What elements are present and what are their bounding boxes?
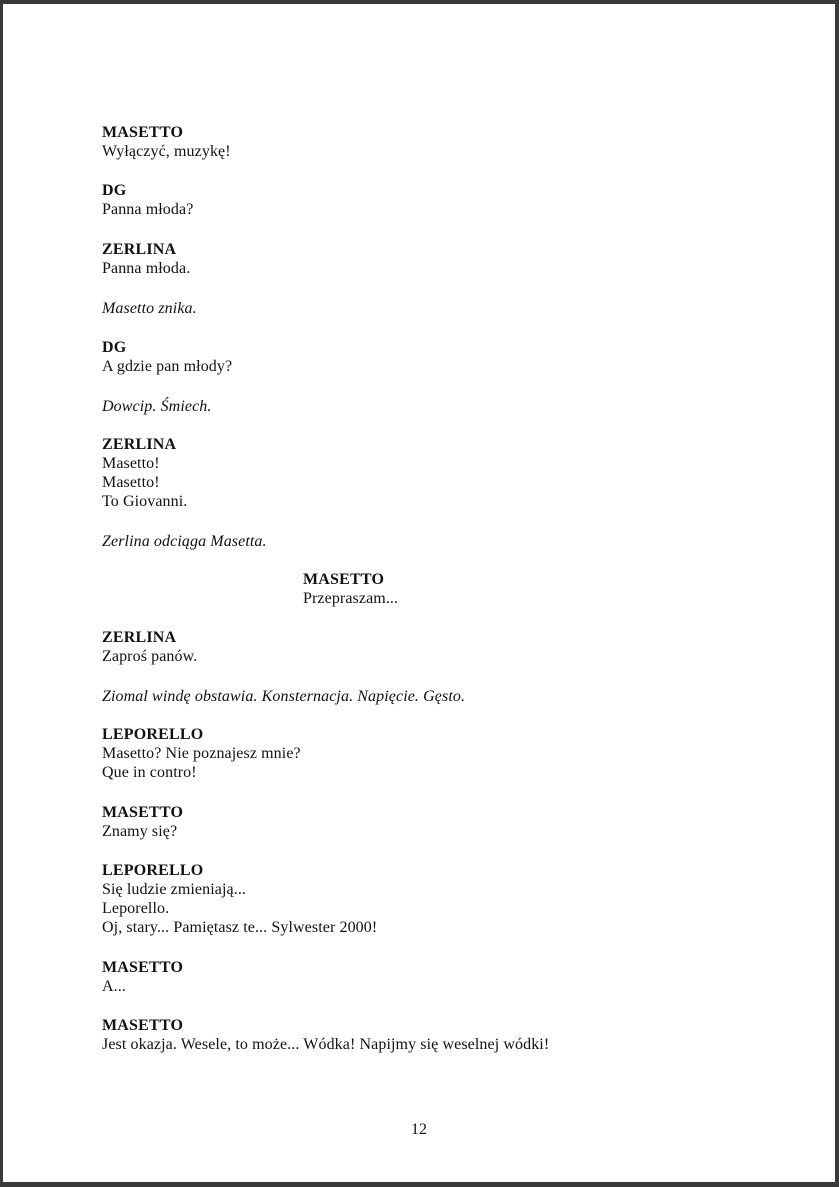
speech-block [102,123,231,161]
dialogue-line: Się ludzie zmieniają... [102,881,247,898]
dialogue-line: Masetto! [102,455,160,472]
speaker-name: ZERLINA [102,241,177,258]
speaker-name: MASETTO [102,1017,184,1034]
speaker-name: LEPORELLO [102,862,204,879]
dialogue-line: Leporello. [102,900,170,917]
speech-block [102,435,187,511]
speaker-name: DG [102,339,127,356]
speech-block [102,1016,549,1054]
speech-block [102,338,232,376]
speech-block [102,725,301,782]
dialogue-line: Masetto! [102,474,160,491]
speaker-name: MASETTO [102,124,184,141]
stage-direction: Ziomal windę obstawia. Konsternacja. Napięcie. Gęsto. [102,688,466,705]
dialogue-line: A... [102,978,126,995]
dialogue-line: Wyłączyć, muzykę! [102,143,231,160]
dialogue-line: Zaproś panów. [102,648,198,665]
dialogue-line: Panna młoda? [102,201,194,218]
dialogue-line: Przepraszam... [303,590,399,607]
speaker-name: MASETTO [303,571,385,588]
dialogue-line: A gdzie pan młody? [102,358,233,375]
speech-block [102,628,197,666]
speech-block [102,861,377,937]
speech-block [102,958,183,996]
speech-block [102,240,190,278]
dialogue-line: Znamy się? [102,823,178,840]
dialogue-line: Masetto? Nie poznajesz mnie? [102,745,301,762]
speech-block [102,181,193,219]
speaker-name: MASETTO [102,804,184,821]
dialogue-line: Que in contro! [102,764,197,781]
speaker-name: LEPORELLO [102,726,204,743]
speaker-name: ZERLINA [102,629,177,646]
speaker-name: ZERLINA [102,436,177,453]
speech-block-indented [303,570,398,608]
speaker-name: MASETTO [102,959,184,976]
dialogue-line: Jest okazja. Wesele, to może... Wódka! Napijmy się weselnej wódki! [102,1036,550,1053]
dialogue-line: To Giovanni. [102,493,188,510]
dialogue-line: Panna młoda. [102,260,191,277]
dialogue-line: Oj, stary... Pamiętasz te... Sylwester 2000! [102,919,378,936]
speaker-name: DG [102,182,127,199]
stage-direction: Zerlina odciąga Masetta. [102,533,267,550]
stage-direction: Dowcip. Śmiech. [102,398,212,415]
page-number: 12 [411,1121,427,1138]
speech-block [102,803,183,841]
stage-direction: Masetto znika. [102,300,197,317]
